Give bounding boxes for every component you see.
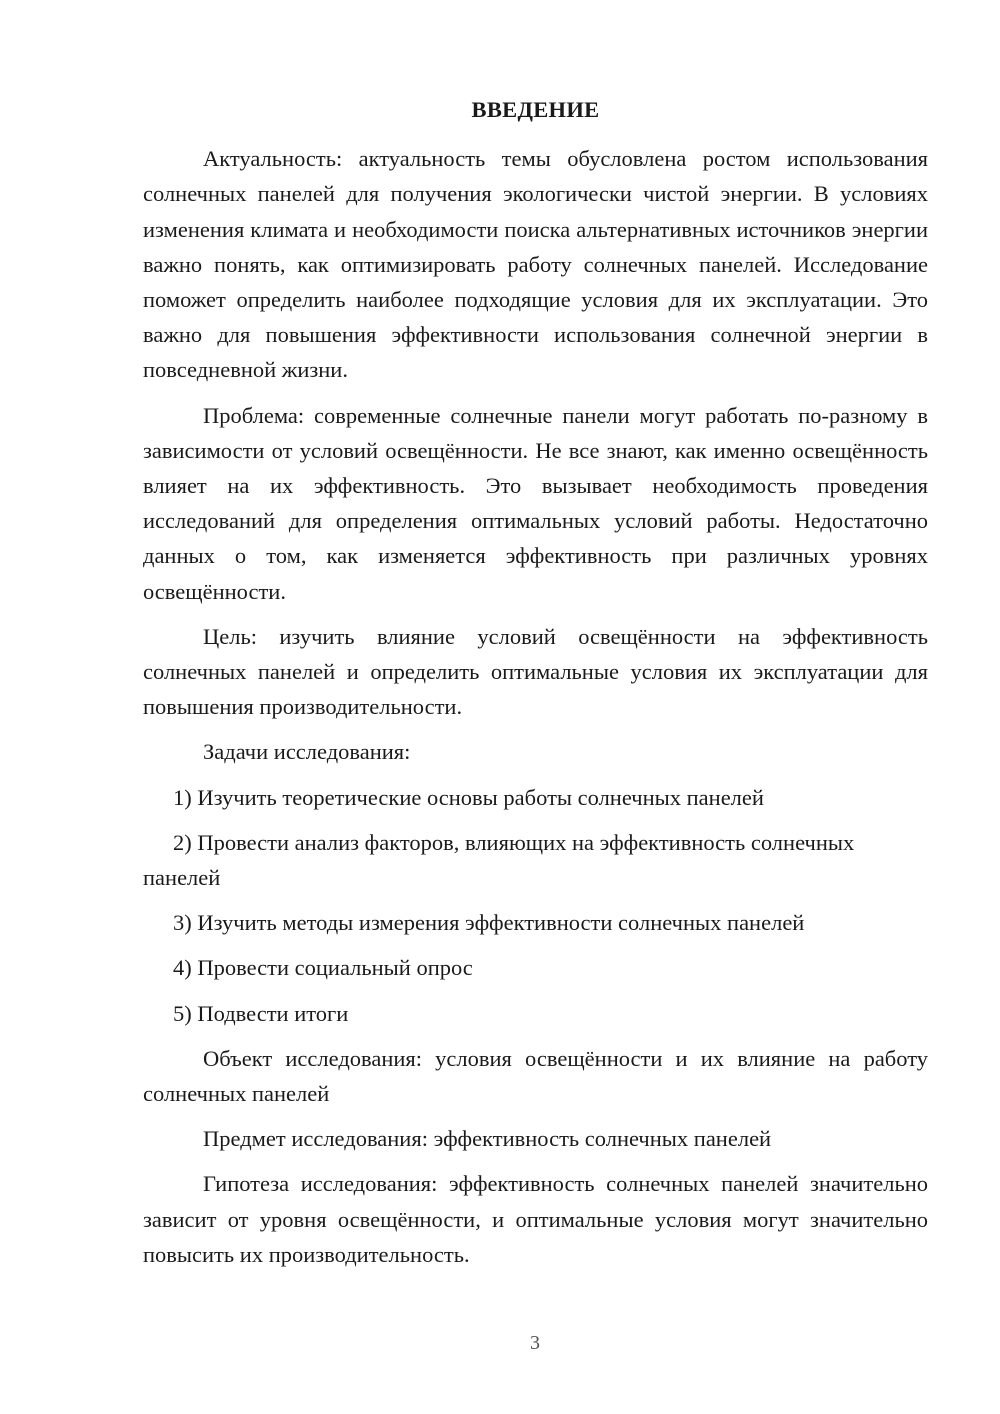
tasks-list: [143, 780, 928, 1031]
list-item: 1) Изучить теоретические основы работы солнечных панелей: [173, 784, 764, 810]
list-item: 5) Подвести итоги: [173, 1000, 349, 1026]
relevance-paragraph: Актуальность: актуальность темы обусловлена ростом использования солнечных панелей для получения экологически чистой энергии. В условиях изменения климата и необходимости поиска альтернативных источников энергии важно понять, как оптимизировать работу солнечных панелей. Исследование поможет определить наиболее подходящие условия для их эксплуатации. Это важно для повышения эффективности использования солнечной энергии в повседневной жизни.: [143, 146, 928, 383]
list-item: 3) Изучить методы измерения эффективности солнечных панелей: [173, 910, 805, 936]
object-paragraph: Объект исследования: условия освещённости и их влияние на работу солнечных панелей: [143, 1045, 928, 1107]
hypothesis-paragraph: Гипотеза исследования: эффективность солнечных панелей значительно зависит от уровня освещённости, и оптимальные условия могут значительно повысить их производительность.: [143, 1171, 928, 1267]
problem-paragraph: Проблема: современные солнечные панели могут работать по-разному в зависимости от условий освещённости. Не все знают, как именно освещённость влияет на их эффективность. Это вызывает необходимость проведения исследований для определения оптимальных условий работы. Недостаточно данных о том, как изменяется эффективность при различных уровнях освещённости.: [143, 402, 928, 604]
section-title: ВВЕДЕНИЕ: [471, 97, 600, 122]
page-number: 3: [530, 1332, 540, 1354]
tasks-heading: Задачи исследования:: [203, 739, 411, 765]
list-item: 2) Провести анализ факторов, влияющих на эффективность солнечных панелей: [143, 829, 855, 891]
subject-paragraph: Предмет исследования: эффективность солнечных панелей: [203, 1126, 772, 1152]
list-item: 4) Провести социальный опрос: [173, 955, 473, 981]
document-page: [143, 92, 928, 1282]
goal-paragraph: Цель: изучить влияние условий освещённости на эффективность солнечных панелей и определить оптимальные условия их эксплуатации для повышения производительности.: [143, 623, 928, 720]
